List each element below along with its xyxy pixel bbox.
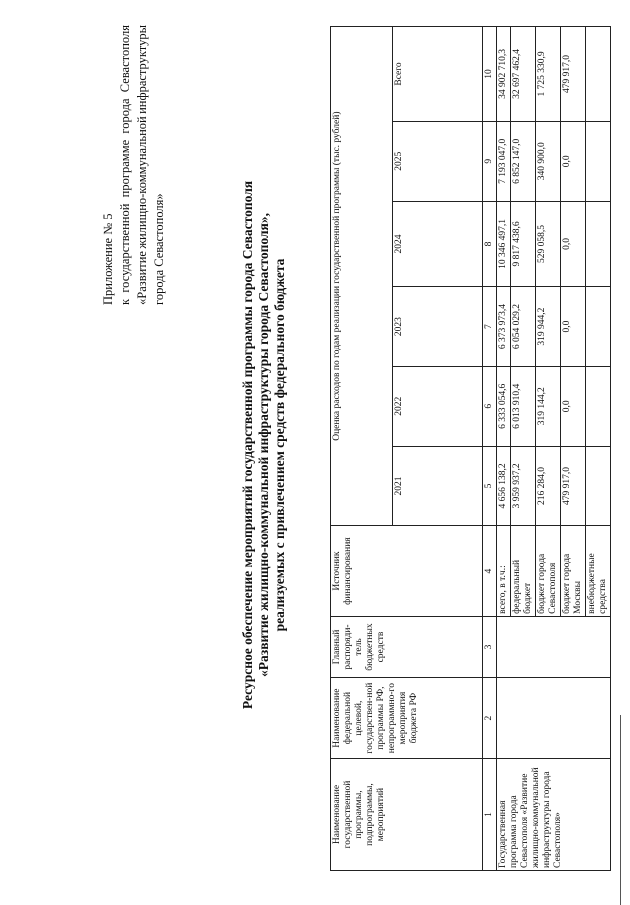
header-program: Наименование государственной программы, подпрограммы, мероприятий bbox=[331, 759, 483, 871]
program-name-cell: Государственная программа города Севастополя «Развитие жилищно-коммунальной инфраструктуры города Севастополя» bbox=[497, 759, 611, 871]
header-year: 2023 bbox=[393, 287, 483, 367]
table-row: Государственная программа города Севастополя «Развитие жилищно-коммунальной инфраструктуры города Севастополя» всего, в т.ч.: 4 656 138,2 6 333 054,6 6 373 973,4 10 346 497,1 7 193 047,0 34 902 710,3 bbox=[497, 27, 511, 871]
source-cell: внебюджетные средства bbox=[586, 526, 611, 617]
document-title: Ресурсное обеспечение мероприятий государственной программы города Севастополя «Развитие жилищно-коммунальной инфраструктуры города Севастополя», реализуемых с привлечением средств федерального бюджета bbox=[240, 180, 287, 710]
column-numbers-row: 1 2 3 4 5 6 7 8 9 10 bbox=[483, 27, 497, 871]
header-source: Источник финансирования bbox=[331, 526, 483, 617]
header-estimate: Оценка расходов по годам реализации государственной программы (тыс. рублей) bbox=[331, 27, 393, 526]
annex-number: Приложение № 5 bbox=[101, 213, 115, 305]
source-cell: бюджет города Москвы bbox=[561, 526, 586, 617]
table-row: бюджет города Севастополя 216 284,0 319 144,2 319 944,2 529 058,5 340 900,0 1 725 330,9 bbox=[536, 27, 561, 871]
header-year: 2025 bbox=[393, 121, 483, 201]
federal-program-cell bbox=[497, 678, 611, 759]
header-federal-program: Наименование федеральной целевой, государствен-ной программы РФ, непрограммно-го мероприятия бюджета РФ bbox=[331, 678, 483, 759]
header-year: 2022 bbox=[393, 366, 483, 446]
source-cell: бюджет города Севастополя bbox=[536, 526, 561, 617]
header-year: 2024 bbox=[393, 201, 483, 287]
source-cell: федеральный бюджет bbox=[511, 526, 536, 617]
header-row-1 bbox=[331, 27, 393, 871]
header-budget-manager: Главный распоряди-тель бюджетных средств bbox=[331, 616, 483, 677]
header-total: Всего bbox=[393, 27, 483, 122]
annex-line-4: города Севастополя» bbox=[152, 193, 166, 305]
budget-manager-cell bbox=[497, 616, 611, 677]
footer-divider bbox=[620, 715, 621, 905]
table-row: бюджет города Москвы 479 917,0 0,0 0,0 0,0 0,0 479 917,0 bbox=[561, 27, 586, 871]
header-year: 2021 bbox=[393, 446, 483, 526]
table-row: федеральный бюджет 3 959 937,2 6 013 910,4 6 054 029,2 9 817 438,6 6 852 147,0 32 697 462,4 bbox=[511, 27, 536, 871]
source-cell: всего, в т.ч.: bbox=[497, 526, 511, 617]
annex-heading bbox=[100, 25, 168, 305]
annex-line-3: «Развитие жилищно-коммунальной инфраструктуры bbox=[135, 25, 149, 305]
resource-table bbox=[330, 26, 611, 871]
annex-line-2: к государственной программе города Севастополя bbox=[118, 25, 132, 305]
